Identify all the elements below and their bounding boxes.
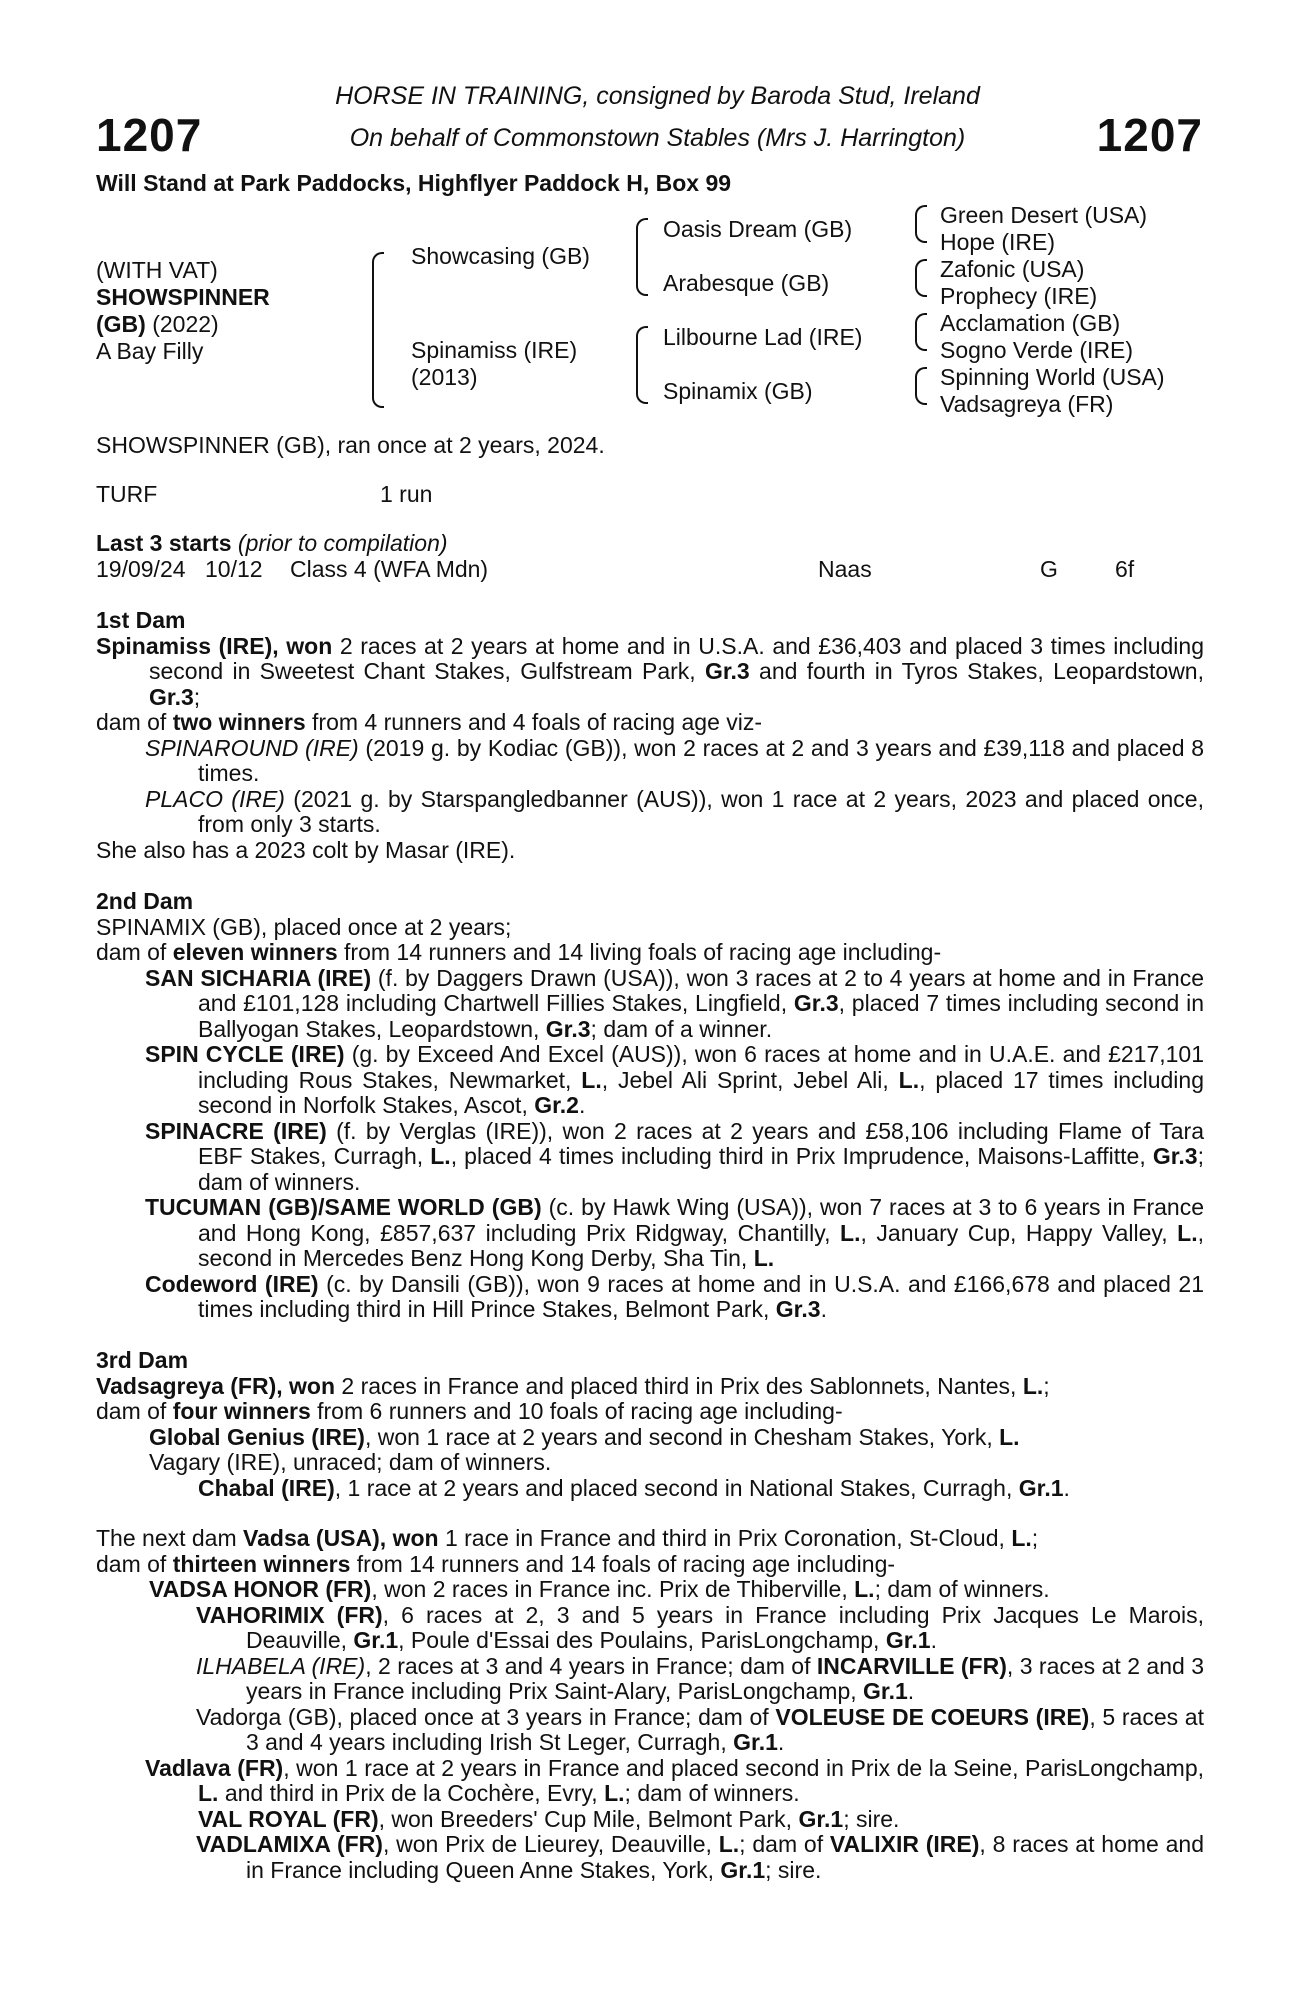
pedigree-gen3-2: Hope (IRE) [940,229,1056,255]
next-dam-gf-1: VAHORIMIX (FR), 6 races at 2, 3 and 5 years in France including Prix Jacques Le Marois, Deauville, Gr.1, Poule d'Essai des Poulains, ParisLongchamp, Gr.1. [196,1601,1204,1653]
pedigree-gen2-2: Arabesque (GB) [663,270,830,296]
pedigree-brace-dam [636,326,648,404]
second-dam-record: SPINAMIX (GB), placed once at 2 years; [96,913,512,940]
pedigree-gen3-8: Vadsagreya (FR) [940,391,1114,417]
next-dam-gf-2: ILHABELA (IRE), 2 races at 3 and 4 years in France; dam of INCARVILLE (FR), 3 races at 2 and 3 years in France including Prix Saint-Alary, ParisLongchamp, Gr.1. [196,1652,1205,1704]
record-surface: TURF [96,481,158,507]
next-dam-produce: dam of thirteen winners from 14 runners and 14 foals of racing age including- [96,1550,896,1577]
last-starts-heading: Last 3 starts (prior to compilation) [96,530,448,556]
third-dam-foal-1: Global Genius (IRE), won 1 race at 2 years and second in Chesham Stakes, York, L. [149,1423,1020,1450]
horse-origin-year [96,311,219,338]
pedigree-sire: Showcasing (GB) [411,243,590,269]
third-dam-record: Vadsagreya (FR), won 2 races in France and placed third in Prix des Sablonnets, Nantes, L.; [96,1372,1050,1399]
pedigree-gen3-4: Prophecy (IRE) [940,283,1098,309]
pedigree-dam: Spinamiss (IRE) [411,337,578,363]
vendor-line: On behalf of Commonstown Stables (Mrs J. Harrington) [349,124,966,152]
next-dam-foal-1: VADSA HONOR (FR), won 2 races in France inc. Prix de Thiberville, L.; dam of winners. [149,1576,1050,1602]
pedigree-gen3-3: Zafonic (USA) [940,256,1085,282]
next-dam-gf-5: VADLAMIXA (FR), won Prix de Lieurey, Deauville, L.; dam of VALIXIR (IRE), 8 races at home and in France including Queen Anne Stakes, York, Gr.1; sire. [196,1831,1204,1883]
pedigree-gen2-1: Oasis Dream (GB) [663,216,853,242]
pedigree-brace-main [372,252,384,408]
third-dam-granddaughter: Chabal (IRE), 1 race at 2 years and placed second in National Stakes, Curragh, Gr.1. [198,1474,1070,1501]
second-dam-foal-3: SPINACRE (IRE) (f. by Verglas (IRE)), won 2 races at 2 years and £58,106 including Flame of Tara EBF Stakes, Curragh, L., placed 4 times including third in Prix Imprudence, Maisons-Laffitte, Gr.3; dam of winners. [145,1117,1204,1195]
pedigree-gen2-4: Spinamix (GB) [663,378,813,404]
pedigree-brace-g3-2 [915,259,927,297]
first-dam-heading: 1st Dam [96,607,186,633]
third-dam-heading: 3rd Dam [96,1347,189,1373]
horse-description: A Bay Filly [96,338,204,364]
pedigree-gen3-5: Acclamation (GB) [940,310,1121,336]
second-dam-foal-5: Codeword (IRE) (c. by Dansili (GB)), won 9 races at home and in U.S.A. and £166,678 and placed 21 times including third in Hill Prince Stakes, Belmont Park, Gr.3. [145,1270,1204,1322]
lot-number-right: 1207 [1096,109,1203,161]
vat-label: (WITH VAT) [96,257,218,283]
race-summary: SHOWSPINNER (GB), ran once at 2 years, 2024. [96,432,605,458]
first-dam-produce: dam of two winners from 4 runners and 4 foals of racing age viz- [96,709,763,735]
horse-name: SHOWSPINNER [96,284,270,310]
first-dam-note: She also has a 2023 colt by Masar (IRE). [96,836,516,863]
pedigree-gen3-7: Spinning World (USA) [940,364,1165,390]
start-going: G [1040,556,1058,582]
next-dam-foal-2: Vadlava (FR), won 1 race at 2 years in France and placed second in Prix de la Seine, ParisLongchamp, L. and third in Prix de la Cochère, Evry, L.; dam of winners. [145,1754,1205,1806]
first-dam-section [96,608,1204,863]
start-position: 10/12 [205,556,263,582]
third-dam-produce: dam of four winners from 6 runners and 10 foals of racing age including- [96,1398,843,1424]
next-dam-gf-3: Vadorga (GB), placed once at 3 years in France; dam of VOLEUSE DE COEURS (IRE), 5 races at 3 and 4 years including Irish St Leger, Curragh, Gr.1. [196,1703,1204,1755]
pedigree-gen3-1: Green Desert (USA) [940,202,1148,228]
record-runs: 1 run [380,481,433,507]
second-dam-foal-2: SPIN CYCLE (IRE) (g. by Exceed And Excel (AUS)), won 6 races at home and in U.A.E. and £217,101 including Rous Stakes, Newmarket, L., Jebel Ali Sprint, Jebel Ali, L., placed 17 times including second in Norfolk Stakes, Ascot, Gr.2. [145,1041,1204,1118]
second-dam-foal-4: TUCUMAN (GB)/SAME WORLD (GB) (c. by Hawk Wing (USA)), won 7 races at 3 to 6 years in France and Hong Kong, £857,637 including Prix Ridgway, Chantilly, L., January Cup, Happy Valley, L., second in Mercedes Benz Hong Kong Derby, Sha Tin, L. [145,1194,1204,1271]
next-dam-record: The next dam Vadsa (USA), won 1 race in France and third in Prix Coronation, St-Cloud, L.; [96,1525,1039,1551]
second-dam-section [96,889,1204,1323]
lot-number-left: 1207 [96,109,203,161]
horse-origin: (GB) [96,311,146,337]
start-distance: 6f [1115,556,1135,582]
pedigree-brace-g3-1 [915,205,927,243]
next-dam-gf-4: VAL ROYAL (FR), won Breeders' Cup Mile, Belmont Park, Gr.1; sire. [198,1805,900,1832]
first-dam-foal-1: SPINAROUND (IRE) (2019 g. by Kodiac (GB)), won 2 races at 2 and 3 years and £39,118 and placed 8 times. [145,734,1204,786]
pedigree-gen2-3: Lilbourne Lad (IRE) [663,324,863,350]
next-dam-section [96,1526,1204,1883]
second-dam-heading: 2nd Dam [96,888,194,914]
second-dam-produce: dam of eleven winners from 14 runners and 14 living foals of racing age including- [96,939,942,965]
pedigree-brace-sire [636,218,648,296]
third-dam-foal-2: Vagary (IRE), unraced; dam of winners. [149,1449,552,1475]
pedigree-gen3-6: Sogno Verde (IRE) [940,337,1134,363]
start-race: Class 4 (WFA Mdn) [290,556,489,582]
pedigree-dam-year: (2013) [411,364,478,390]
start-course: Naas [818,556,872,582]
pedigree-brace-g3-3 [915,313,927,351]
pedigree-brace-g3-4 [915,367,927,405]
horse-year: (2022) [145,311,219,337]
first-dam-foal-2: PLACO (IRE) (2021 g. by Starspangledbanner (AUS)), won 1 race at 2 years, 2023 and placed once, from only 3 starts. [145,785,1204,837]
start-date: 19/09/24 [96,556,186,582]
second-dam-foal-1: SAN SICHARIA (IRE) (f. by Daggers Drawn (USA)), won 3 races at 2 to 4 years at home and in France and £101,128 including Chartwell Fillies Stakes, Lingfield, Gr.3, placed 7 times including second in Ballyogan Stakes, Leopardstown, Gr.3; dam of a winner. [145,964,1204,1042]
third-dam-section [96,1348,1204,1501]
consignor-line: HORSE IN TRAINING, consigned by Baroda Stud, Ireland [335,82,980,110]
first-dam-record: Spinamiss (IRE), won 2 races at 2 years at home and in U.S.A. and £36,403 and placed 3 times including second in Sweetest Chant Stakes, Gulfstream Park, Gr.3 and fourth in Tyros Stakes, Leopardstown, Gr.3; [96,632,1204,710]
stand-location: Will Stand at Park Paddocks, Highflyer Paddock H, Box 99 [96,170,732,196]
